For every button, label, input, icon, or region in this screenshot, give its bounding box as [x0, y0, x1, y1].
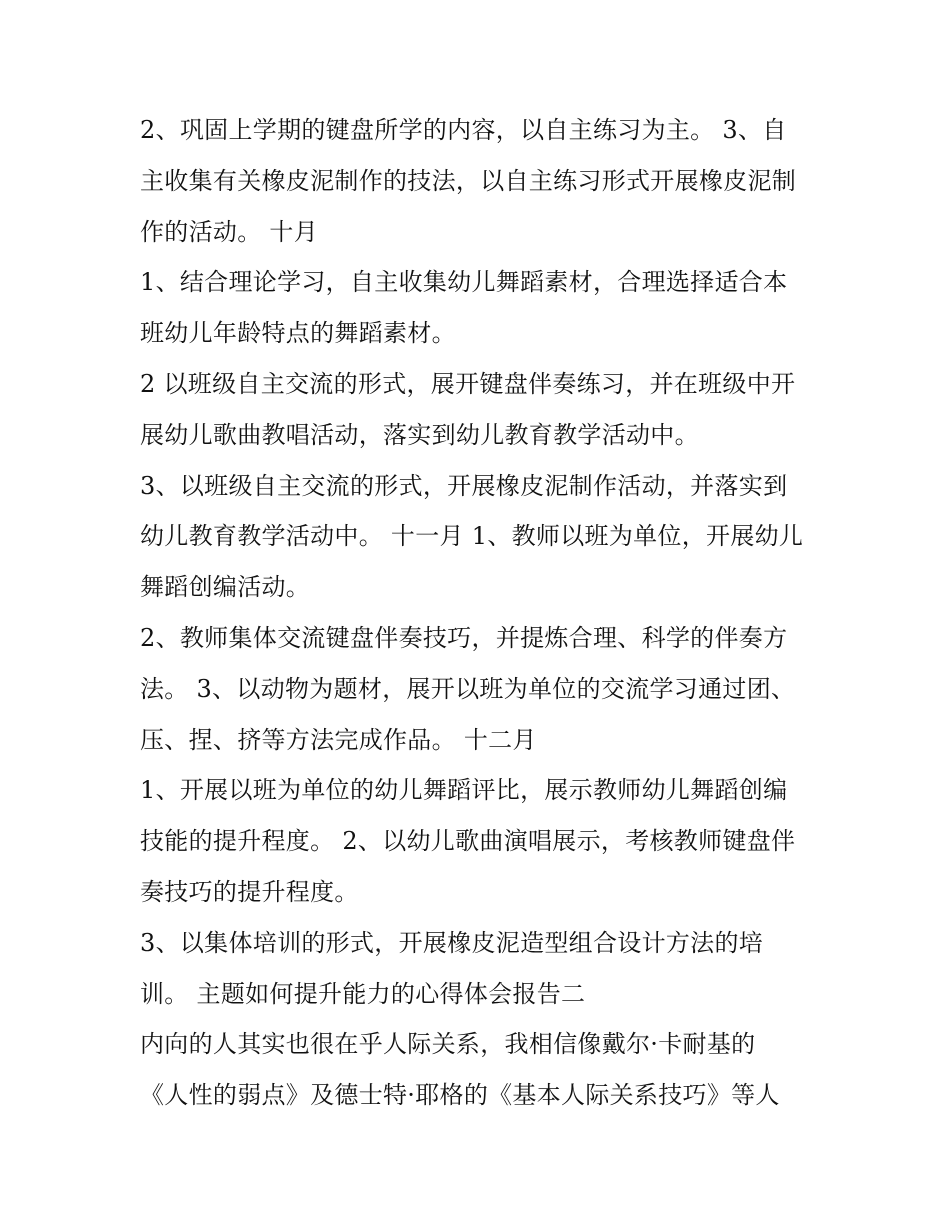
text-line: 《人性的弱点》及德士特·耶格的《基本人际关系技巧》等人 — [140, 1081, 780, 1110]
text-line: 主收集有关橡皮泥制作的技法，以自主练习形式开展橡皮泥制 — [140, 166, 797, 195]
text-line: 1、结合理论学习，自主收集幼儿舞蹈素材，合理选择适合本 — [140, 268, 788, 297]
text-line: 训。 主题如何提升能力的心得体会报告二 — [140, 979, 586, 1008]
text-line: 3、以班级自主交流的形式，开展橡皮泥制作活动，并落实到 — [140, 471, 788, 500]
text-line: 2、巩固上学期的键盘所学的内容，以自主练习为主。 3、自 — [140, 116, 787, 144]
text-line: 舞蹈创编活动。 — [140, 573, 311, 602]
text-line: 法。 3、以动物为题材，展开以班为单位的交流学习通过团、 — [140, 674, 796, 703]
text-line: 技能的提升程度。 2、以幼儿歌曲演唱展示，考核教师键盘伴 — [140, 827, 796, 856]
text-line: 幼儿教育教学活动中。 十一月 1、教师以班为单位，开展幼儿 — [140, 522, 804, 551]
text-line: 奏技巧的提升程度。 — [140, 877, 359, 906]
text-line: 2、教师集体交流键盘伴奏技巧，并提炼合理、科学的伴奏方 — [140, 623, 788, 652]
text-line: 压、捏、挤等方法完成作品。 十二月 — [140, 725, 537, 754]
text-line: 2 以班级自主交流的形式，展开键盘伴奏练习，并在班级中开 — [140, 369, 796, 398]
text-line: 1、开展以班为单位的幼儿舞蹈评比，展示教师幼儿舞蹈创编 — [140, 776, 788, 805]
text-line: 内向的人其实也很在乎人际关系，我相信像戴尔·卡耐基的 — [140, 1030, 756, 1059]
text-line: 展幼儿歌曲教唱活动，落实到幼儿教育教学活动中。 — [140, 420, 699, 449]
text-line: 3、以集体培训的形式，开展橡皮泥造型组合设计方法的培 — [140, 928, 764, 957]
text-line: 作的活动。 十月 — [140, 217, 319, 246]
text-line: 班幼儿年龄特点的舞蹈素材。 — [140, 319, 456, 348]
document-body — [140, 105, 820, 1121]
